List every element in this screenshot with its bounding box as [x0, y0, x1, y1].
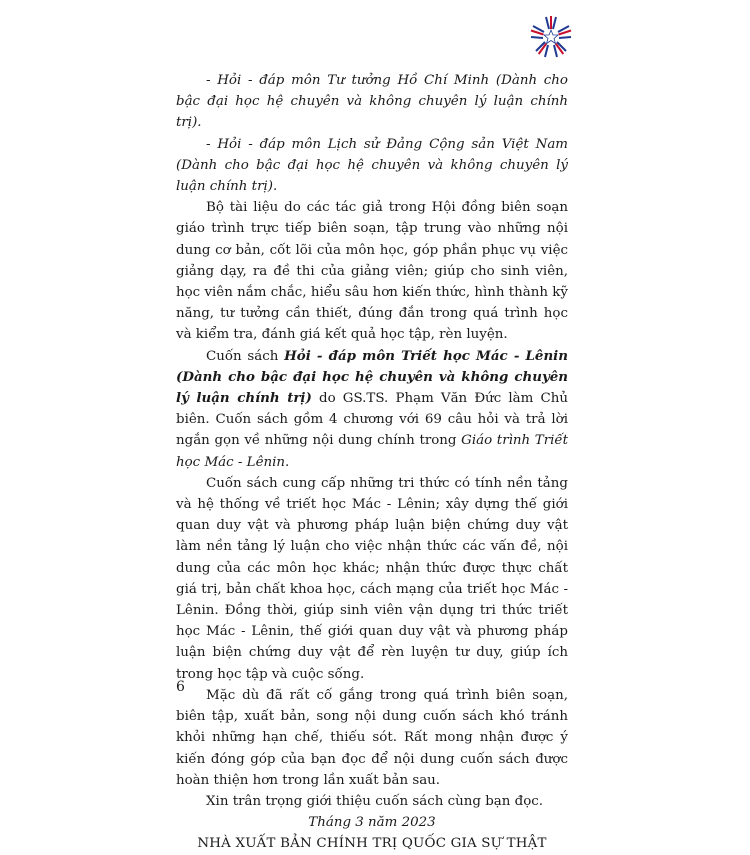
page-number: 6 [176, 679, 185, 695]
publisher-star-logo-icon [528, 14, 574, 60]
paragraph-3: Bộ tài liệu do các tác giả trong Hội đồng biên soạn giáo trình trực tiếp biên soạn, tập trung vào những nội dung cơ bản, cốt lõi của môn học, góp phần phục vụ việc giảng dạy, ra đề thi của giảng viên; giúp cho sinh viên, học viên nắm chắc, hiểu sâu hơn kiến thức, hình thành kỹ năng, tư tưởng cần thiết, đúng đắn trong quá trình học và kiểm tra, đánh giá kết quả học tập, rèn luyện. [176, 200, 568, 343]
book-title-bold: Hỏi - đáp môn Triết học Mác - Lênin (Dành cho bậc đại học hệ chuyên và không chuyên lý luận chính trị) [176, 347, 568, 407]
paragraph-1: - Hỏi - đáp môn Tư tưởng Hồ Chí Minh (Dành cho bậc đại học hệ chuyên và không chuyên lý luận chính trị). [176, 73, 568, 131]
date-line: Tháng 3 năm 2023 [308, 815, 436, 831]
page-body [176, 70, 568, 855]
textbook-title: Giáo trình Triết học Mác - Lênin [176, 433, 568, 470]
paragraph-7: Xin trân trọng giới thiệu cuốn sách cùng bạn đọc. [206, 793, 544, 809]
paragraph-5: Cuốn sách cung cấp những tri thức có tính nền tảng và hệ thống về triết học Mác - Lênin; xây dựng thế giới quan duy vật và phương pháp luận biện chứng duy vật làm nền tảng lý luận cho việc nhận thức các vấn đề, nội dung của các môn học khác; nhận thức được thực chất giá trị, bản chất khoa học, cách mạng của triết học Mác - Lênin. Đồng thời, giúp sinh viên vận dụng tri thức triết học Mác - Lênin, thế giới quan duy vật và phương pháp luận biện chứng duy vật để rèn luyện tư duy, giúp ích trong học tập và cuộc sống. [176, 475, 568, 682]
paragraph-6: Mặc dù đã rất cố gắng trong quá trình biên soạn, biên tập, xuất bản, song nội dung cuốn sách khó tránh khỏi những hạn chế, thiếu sót. Rất mong nhận được ý kiến đóng góp của bạn đọc để nội dung cuốn sách được hoàn thiện hơn trong lần xuất bản sau. [176, 687, 568, 788]
paragraph-4: Cuốn sách Hỏi - đáp môn Triết học Mác - Lênin (Dành cho bậc đại học hệ chuyên và không chuyên lý luận chính trị) do GS.TS. Phạm Văn Đức làm Chủ biên. Cuốn sách gồm 4 chương với 69 câu hỏi và trả lời ngắn gọn về những nội dung chính trong Giáo trình Triết học Mác - Lênin. [176, 347, 568, 470]
paragraph-2: - Hỏi - đáp môn Lịch sử Đảng Cộng sản Việt Nam (Dành cho bậc đại học hệ chuyên và không chuyên lý luận chính trị). [176, 136, 568, 195]
publisher-name: NHÀ XUẤT BẢN CHÍNH TRỊ QUỐC GIA SỰ THẬT [197, 836, 547, 852]
